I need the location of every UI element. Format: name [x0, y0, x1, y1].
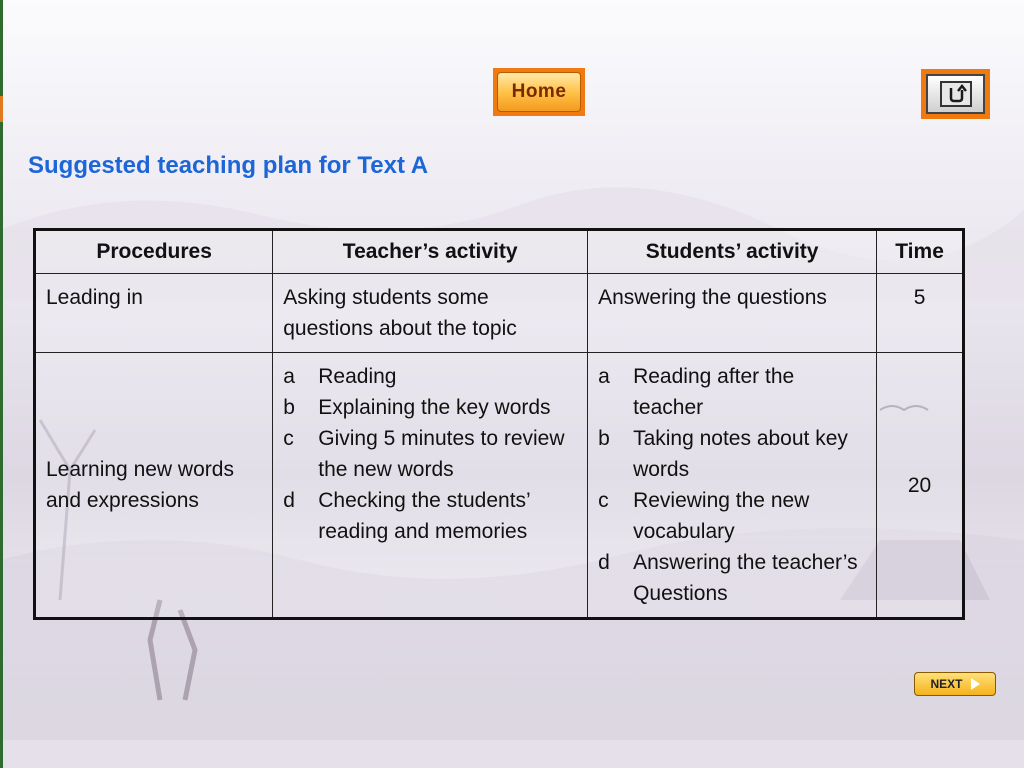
list-item	[283, 423, 577, 485]
cell-procedure: Learning new words and expressions	[35, 353, 273, 619]
next-button-label: NEXT	[930, 677, 963, 691]
return-button[interactable]	[921, 69, 990, 119]
cell-teacher-activity: Asking students some questions about the topic	[273, 274, 588, 353]
item-letter: d	[283, 489, 295, 512]
item-letter: c	[598, 489, 609, 512]
header-time: Time	[877, 230, 964, 274]
cell-teacher-activity	[273, 353, 588, 619]
item-text: Checking the students’ reading and memories	[318, 489, 530, 543]
play-arrow-icon	[971, 678, 980, 690]
item-letter: d	[598, 551, 610, 574]
page-title: Suggested teaching plan for Text A	[28, 152, 429, 179]
item-letter: a	[598, 365, 610, 388]
left-edge-accent	[0, 96, 3, 122]
list-item	[283, 392, 577, 423]
return-arrow-icon	[939, 80, 973, 108]
list-item	[598, 361, 866, 423]
item-text: Taking notes about key words	[633, 427, 848, 481]
header-students-activity: Students’ activity	[588, 230, 877, 274]
cell-procedure: Leading in	[35, 274, 273, 353]
item-letter: a	[283, 365, 295, 388]
table-header-row	[35, 230, 964, 274]
next-button[interactable]	[914, 672, 996, 696]
list-item	[598, 547, 866, 609]
list-item	[283, 361, 577, 392]
item-text: Giving 5 minutes to review the new words	[318, 427, 565, 481]
item-letter: b	[598, 427, 610, 450]
cell-time: 5	[877, 274, 964, 353]
list-item	[598, 485, 866, 547]
item-text: Answering the teacher’s Questions	[633, 551, 858, 605]
item-text: Explaining the key words	[318, 396, 551, 419]
teaching-plan-table	[33, 228, 965, 620]
cell-students-activity	[588, 353, 877, 619]
home-button-face	[497, 72, 581, 112]
item-letter: c	[283, 427, 294, 450]
home-button[interactable]	[493, 68, 585, 116]
header-teachers-activity: Teacher’s activity	[273, 230, 588, 274]
item-text: Reading after the teacher	[633, 365, 795, 419]
return-button-face	[926, 74, 985, 114]
header-procedures: Procedures	[35, 230, 273, 274]
item-text: Reviewing the new vocabulary	[633, 489, 810, 543]
home-button-label: Home	[511, 81, 567, 102]
cell-time: 20	[877, 353, 964, 619]
table-row	[35, 353, 964, 619]
list-item	[283, 485, 577, 547]
list-item	[598, 423, 866, 485]
table-row	[35, 274, 964, 353]
item-letter: b	[283, 396, 295, 419]
item-text: Reading	[318, 365, 397, 388]
cell-students-activity: Answering the questions	[588, 274, 877, 353]
